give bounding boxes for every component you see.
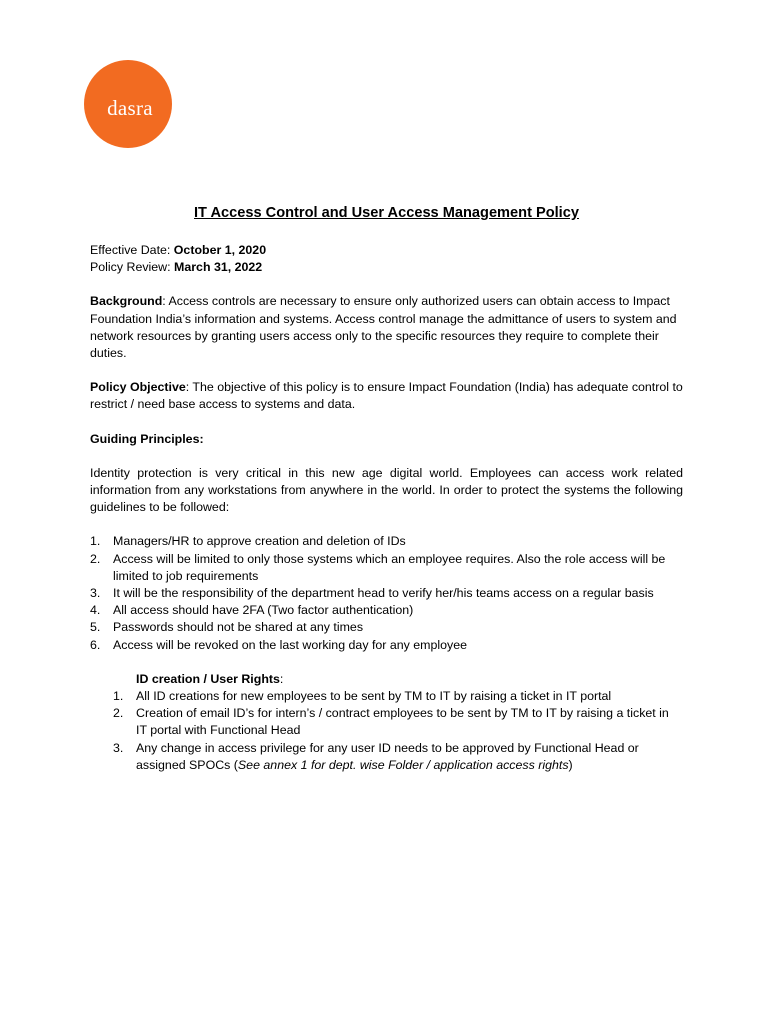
list-item-number: 2. bbox=[90, 551, 101, 566]
list-item-number: 3. bbox=[90, 586, 101, 601]
list-item bbox=[90, 688, 683, 705]
id-creation-heading bbox=[90, 671, 683, 688]
id-creation-heading-suffix: : bbox=[279, 671, 284, 686]
id-creation-list bbox=[90, 688, 683, 774]
list-item-text: Passwords should not be shared at any times bbox=[113, 620, 364, 635]
list-item-text: Access will be revoked on the last working day for any employee bbox=[113, 637, 467, 652]
logo-text: dasra bbox=[107, 95, 153, 120]
guiding-principles-heading: Guiding Principles: bbox=[90, 431, 204, 446]
background-text: : Access controls are necessary to ensure only authorized users can obtain access to Impact Foundation India’s information and systems. Access control manage the admittance of users to system and network resources by granting users access only to the specific resources they require to complete their duties. bbox=[90, 294, 677, 361]
dasra-logo bbox=[84, 60, 172, 148]
list-item-text: All access should have 2FA (Two factor authentication) bbox=[113, 603, 414, 618]
list-item-text: All ID creations for new employees to be sent by TM to IT by raising a ticket in IT portal bbox=[136, 689, 612, 704]
annex-reference: See annex 1 for dept. wise Folder / application access rights bbox=[237, 757, 569, 772]
background-paragraph bbox=[90, 293, 683, 362]
list-item-text: Access will be limited to only those systems which an employee requires. Also the role access will be limited to job requirements bbox=[113, 551, 666, 583]
effective-date-label: Effective Date: bbox=[90, 243, 174, 257]
list-item-number: 1. bbox=[113, 689, 124, 704]
list-item bbox=[90, 637, 683, 654]
page-title: IT Access Control and User Access Management Policy bbox=[194, 205, 579, 221]
list-item-text: It will be the responsibility of the department head to verify her/his teams access on a regular basis bbox=[113, 586, 654, 601]
list-item-tail: ) bbox=[568, 757, 573, 772]
list-item bbox=[90, 551, 683, 585]
policy-dates bbox=[90, 242, 683, 276]
list-item-number: 6. bbox=[90, 637, 101, 652]
list-item-text: Creation of email ID’s for intern’s / contract employees to be sent by TM to IT by raising a ticket in IT portal with Functional Head bbox=[136, 706, 669, 738]
list-item-number: 5. bbox=[90, 620, 101, 635]
list-item-number: 3. bbox=[113, 740, 124, 755]
list-item-number: 2. bbox=[113, 706, 124, 721]
guiding-principles-intro: Identity protection is very critical in this new age digital world. Employees can access work related information from any workstations from anywhere in the world. In order to protect the systems the following guidelines to be followed: bbox=[90, 465, 683, 515]
document-body bbox=[90, 200, 683, 774]
list-item bbox=[90, 705, 683, 739]
effective-date-value: October 1, 2020 bbox=[173, 243, 267, 257]
list-item bbox=[90, 533, 683, 550]
policy-review-line bbox=[90, 259, 683, 276]
policy-review-label: Policy Review: bbox=[90, 260, 175, 275]
background-label: Background bbox=[90, 294, 163, 309]
effective-date-line bbox=[90, 242, 683, 259]
policy-objective-text: : The objective of this policy is to ensure Impact Foundation (India) has adequate control to restrict / need base access to systems and data. bbox=[90, 380, 683, 412]
list-item bbox=[90, 740, 683, 774]
id-creation-section bbox=[90, 671, 683, 774]
policy-review-value: March 31, 2022 bbox=[174, 260, 263, 275]
policy-objective-label: Policy Objective bbox=[90, 380, 186, 395]
list-item-number: 1. bbox=[90, 534, 101, 549]
policy-objective-paragraph bbox=[90, 379, 683, 413]
list-item bbox=[90, 619, 683, 636]
guiding-principles-list bbox=[90, 533, 683, 653]
list-item-text: Managers/HR to approve creation and deletion of IDs bbox=[113, 534, 406, 549]
list-item-number: 4. bbox=[90, 603, 101, 618]
list-item bbox=[90, 602, 683, 619]
list-item bbox=[90, 585, 683, 602]
id-creation-heading-text: ID creation / User Rights bbox=[136, 671, 280, 686]
list-item-text: Any change in access privilege for any user ID needs to be approved by Functional Head or assigned SPOCs ( bbox=[136, 740, 639, 772]
